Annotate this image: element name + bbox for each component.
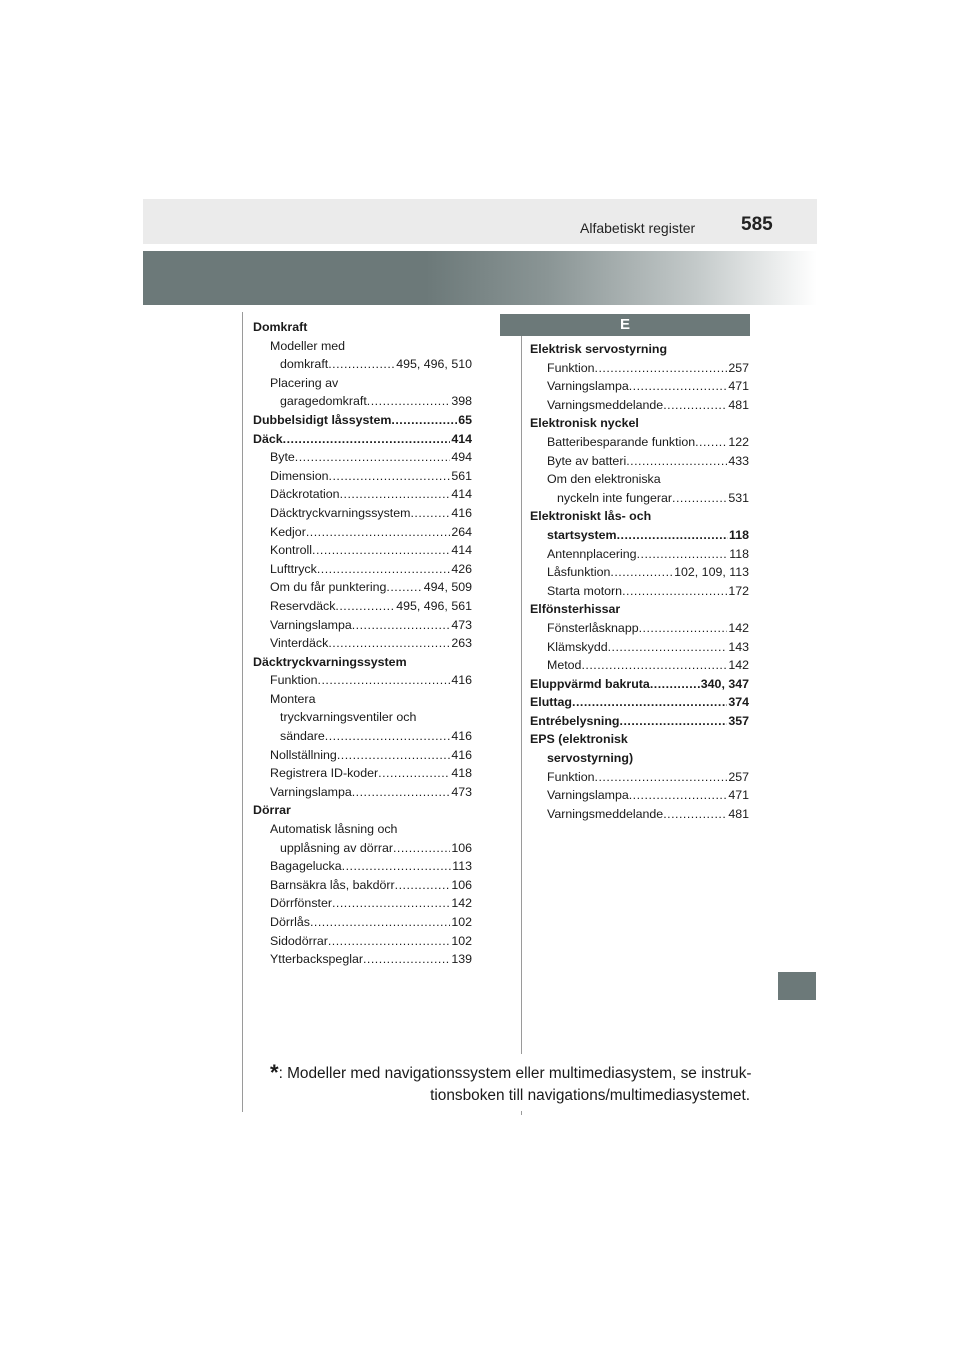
index-entry-page: 414 <box>451 487 472 502</box>
footnote <box>270 1062 750 1107</box>
index-column-right <box>530 340 749 823</box>
left-margin-rule <box>242 312 243 1112</box>
footnote-line-2: tionsboken till navigations/multimediasystemet. <box>430 1087 750 1104</box>
index-entry: Elektroniskt lås- och <box>530 509 652 524</box>
index-entry-page: 416 <box>451 505 472 520</box>
index-entry <box>253 485 472 504</box>
index-entry-term: Eluppvärmd bakruta <box>530 676 650 691</box>
index-entry-page: 357 <box>728 713 749 728</box>
index-entry: Automatisk låsning och <box>270 822 398 837</box>
index-leader-dots <box>283 430 451 449</box>
index-entry-term: Däcktryckvarningssystem <box>270 505 411 520</box>
index-entry <box>530 768 749 787</box>
index-entry-page: 113 <box>452 859 472 874</box>
index-entry-term: Varningslampa <box>270 784 352 799</box>
index-entry: Elfönsterhissar <box>530 602 621 617</box>
index-leader-dots <box>629 786 728 805</box>
index-leader-dots <box>310 913 450 932</box>
index-leader-dots <box>337 746 451 765</box>
index-entry <box>530 359 749 378</box>
index-entry <box>530 526 749 545</box>
index-entry-term: Byte av batteri <box>547 453 627 468</box>
index-entry-page: 142 <box>728 658 749 673</box>
index-entry <box>253 913 472 932</box>
index-leader-dots <box>610 563 673 582</box>
index-entry-term: Registrera ID-koder <box>270 766 379 781</box>
index-entry <box>253 876 472 895</box>
index-leader-dots <box>312 541 450 560</box>
index-entry: Montera <box>270 691 316 706</box>
index-entry-term: Dörrlås <box>270 915 310 929</box>
index-entry: EPS (elektronisk <box>530 732 628 747</box>
index-entry <box>253 411 472 430</box>
index-entry: Domkraft <box>253 320 308 334</box>
index-entry-page: 143 <box>728 639 749 654</box>
index-entry <box>253 764 472 783</box>
index-entry-term: Varningslampa <box>547 379 629 394</box>
index-entry-term: Fönsterlåsknapp <box>547 620 639 635</box>
index-leader-dots <box>335 597 395 616</box>
index-entry-term: Funktion <box>547 769 595 784</box>
index-entry <box>253 597 472 616</box>
index-entry <box>253 430 472 449</box>
index-leader-dots <box>328 932 450 951</box>
index-entry-term: Låsfunktion <box>547 565 611 580</box>
index-leader-dots <box>617 526 728 545</box>
index-entry-term: upplåsning av dörrar <box>280 840 393 855</box>
index-leader-dots <box>352 783 451 802</box>
header-title: Alfabetiskt register <box>580 220 696 236</box>
index-entry <box>530 675 749 694</box>
index-entry-term: Om du får punktering <box>270 580 387 595</box>
index-entry <box>253 504 472 523</box>
index-entry <box>253 671 472 690</box>
index-leader-dots <box>581 656 727 675</box>
index-entry-term: startsystem <box>547 527 617 542</box>
index-leader-dots <box>595 768 728 787</box>
index-entry-term: Entrébelysning <box>530 713 620 728</box>
index-entry <box>530 712 749 731</box>
index-leader-dots <box>672 489 727 508</box>
index-leader-dots <box>329 467 451 486</box>
decorative-gradient-band <box>143 251 817 305</box>
index-leader-dots <box>317 560 450 579</box>
index-entry-page: 495, 496, 510 <box>396 357 472 372</box>
index-entry <box>253 616 472 635</box>
index-entry-page: 374 <box>728 695 749 710</box>
index-entry <box>253 932 472 951</box>
index-entry: Om den elektroniska <box>547 472 661 487</box>
index-entry-term: Kontroll <box>270 543 313 558</box>
page-number: 585 <box>741 214 773 235</box>
index-entry <box>253 857 472 876</box>
index-entry <box>530 489 749 508</box>
index-entry-term: Eluttag <box>530 695 572 710</box>
index-entry-page: 398 <box>451 394 472 409</box>
index-entry-page: 481 <box>728 397 749 412</box>
index-entry <box>253 448 472 467</box>
index-entry-page: 418 <box>451 766 472 781</box>
index-entry <box>253 839 472 858</box>
index-entry-term: Vinterdäck <box>270 636 329 651</box>
index-entry: servostyrning) <box>547 751 634 766</box>
index-entry-term: Reservdäck <box>270 598 336 613</box>
index-entry-page: 172 <box>728 583 749 598</box>
index-leader-dots <box>650 675 700 694</box>
index-leader-dots <box>328 634 450 653</box>
index-entry-page: 481 <box>728 806 749 821</box>
index-leader-dots <box>639 619 728 638</box>
index-entry-page: 473 <box>451 784 472 799</box>
index-entry: Elektrisk servostyrning <box>530 342 668 356</box>
index-leader-dots <box>629 377 728 396</box>
index-entry <box>253 560 472 579</box>
index-entry-term: Barnsäkra lås, bakdörr <box>270 877 395 892</box>
index-leader-dots <box>572 693 727 712</box>
index-entry-page: 416 <box>451 747 472 762</box>
index-entry-page: 416 <box>451 729 472 744</box>
index-entry-term: Varningsmeddelande <box>547 806 664 821</box>
index-entry-page: 257 <box>728 769 749 784</box>
index-leader-dots <box>626 452 727 471</box>
index-entry-page: 102 <box>451 915 472 929</box>
index-leader-dots <box>352 616 451 635</box>
index-entry <box>530 396 749 415</box>
index-entry-term: garagedomkraft <box>280 394 367 409</box>
index-entry <box>253 894 472 913</box>
index-leader-dots <box>295 448 451 467</box>
index-entry-term: Antennplacering <box>547 546 637 561</box>
index-entry-page: 102, 109, 113 <box>674 565 749 580</box>
index-entry-term: Dimension <box>270 468 329 483</box>
index-entry-page: 494 <box>451 450 472 465</box>
index-entry-page: 142 <box>451 896 472 911</box>
index-entry-term: Kedjor <box>270 524 306 539</box>
index-column-left <box>253 318 472 969</box>
index-entry-term: Däckrotation <box>270 487 340 502</box>
index-entry-term: Varningslampa <box>547 788 629 803</box>
index-leader-dots <box>332 894 450 913</box>
index-entry-page: 139 <box>451 952 472 967</box>
index-entry <box>530 693 749 712</box>
index-leader-dots <box>306 523 450 542</box>
index-entry-term: Bagagelucka <box>270 859 342 874</box>
index-entry <box>530 563 749 582</box>
index-entry-page: 414 <box>451 431 472 446</box>
index-entry-page: 426 <box>451 561 472 576</box>
chapter-tab <box>778 972 816 1000</box>
index-entry-page: 416 <box>451 673 472 688</box>
index-leader-dots <box>695 433 727 452</box>
index-entry-page: 122 <box>728 434 749 449</box>
index-entry-page: 102 <box>451 933 472 948</box>
index-entry-page: 561 <box>451 468 472 483</box>
index-entry <box>530 582 749 601</box>
index-entry-term: sändare <box>280 729 325 744</box>
index-entry <box>253 727 472 746</box>
index-entry-page: 531 <box>728 490 749 505</box>
index-entry: Däcktryckvarningssystem <box>253 654 407 669</box>
index-entry-page: 106 <box>451 877 472 892</box>
index-entry <box>530 433 749 452</box>
index-leader-dots <box>391 411 457 430</box>
index-entry-term: Klämskydd <box>547 639 608 654</box>
index-entry-term: Ytterbackspeglar <box>270 952 363 967</box>
index-entry <box>530 452 749 471</box>
index-entry-term: Starta motorn <box>547 583 623 598</box>
index-entry-term: Sidodörrar <box>270 933 328 948</box>
index-entry: Elektronisk nyckel <box>530 416 639 431</box>
header-band <box>143 199 817 244</box>
index-entry-page: 118 <box>729 527 749 542</box>
index-entry-page: 118 <box>729 546 749 561</box>
index-entry-page: 263 <box>451 636 472 651</box>
index-leader-dots <box>363 950 450 969</box>
index-entry-page: 414 <box>451 543 472 558</box>
index-leader-dots <box>340 485 451 504</box>
index-entry-page: 106 <box>451 840 472 855</box>
index-entry <box>530 619 749 638</box>
column-divider <box>521 318 522 1054</box>
index-entry-page: 471 <box>728 788 749 803</box>
index-leader-dots <box>410 504 450 523</box>
index-leader-dots <box>608 638 728 657</box>
footnote-line-1: : Modeller med navigationssystem eller multimediasystem, se instruk- <box>278 1065 752 1082</box>
index-entry <box>253 746 472 765</box>
index-entry <box>253 950 472 969</box>
index-entry-page: 471 <box>728 379 749 394</box>
index-leader-dots <box>622 582 727 601</box>
index-leader-dots <box>386 578 422 597</box>
index-leader-dots <box>328 355 395 374</box>
index-entry-page: 495, 496, 561 <box>396 598 472 613</box>
index-leader-dots <box>378 764 450 783</box>
index-entry-term: Däck <box>253 431 283 446</box>
index-leader-dots <box>325 727 451 746</box>
index-entry <box>530 377 749 396</box>
index-entry-term: Lufttryck <box>270 561 317 576</box>
index-entry-page: 494, 509 <box>423 580 472 595</box>
index-entry <box>253 355 472 374</box>
index-entry <box>530 656 749 675</box>
index-entry-term: Batteribesparande funktion <box>547 434 696 449</box>
index-entry-page: 264 <box>451 524 472 539</box>
index-entry <box>530 638 749 657</box>
index-entry <box>253 541 472 560</box>
index-entry-term: Funktion <box>547 360 595 375</box>
index-entry-term: Varningslampa <box>270 617 352 632</box>
index-leader-dots <box>393 839 450 858</box>
index-entry <box>253 523 472 542</box>
index-leader-dots <box>637 545 729 564</box>
index-entry: Placering av <box>270 375 339 390</box>
index-leader-dots <box>367 392 451 411</box>
index-leader-dots <box>318 671 451 690</box>
index-entry <box>530 805 749 824</box>
index-entry-term: domkraft <box>280 357 329 372</box>
column-divider-mark <box>521 1111 522 1115</box>
index-leader-dots <box>595 359 728 378</box>
index-entry: Modeller med <box>270 338 346 353</box>
index-leader-dots <box>342 857 452 876</box>
index-entry-term: Dörrfönster <box>270 896 332 911</box>
index-entry <box>253 467 472 486</box>
index-entry-term: Funktion <box>270 673 318 688</box>
index-entry-term: Metod <box>547 658 582 673</box>
index-entry-page: 65 <box>458 412 472 427</box>
index-leader-dots <box>663 805 727 824</box>
index-entry-page: 340, 347 <box>700 676 749 691</box>
index-leader-dots <box>663 396 727 415</box>
index-leader-dots <box>395 876 451 895</box>
index-entry-term: Varningsmeddelande <box>547 397 664 412</box>
index-entry <box>530 545 749 564</box>
index-entry-term: Nollställning <box>270 747 337 762</box>
index-leader-dots <box>620 712 728 731</box>
section-letter-header: E <box>500 314 750 336</box>
index-entry: Dörrar <box>253 803 291 818</box>
index-entry <box>530 786 749 805</box>
index-entry-term: nyckeln inte fungerar <box>557 490 673 505</box>
index-entry <box>253 578 472 597</box>
index-entry <box>253 783 472 802</box>
index-entry-term: Byte <box>270 450 295 465</box>
index-entry-page: 142 <box>728 620 749 635</box>
footnote-marker: * <box>270 1060 279 1085</box>
index-entry-page: 257 <box>728 360 749 375</box>
index-entry: tryckvarningsventiler och <box>280 710 417 725</box>
index-entry-term: Dubbelsidigt låssystem <box>253 412 392 427</box>
index-entry <box>253 392 472 411</box>
index-entry-page: 433 <box>728 453 749 468</box>
index-entry <box>253 634 472 653</box>
index-entry-page: 473 <box>451 617 472 632</box>
